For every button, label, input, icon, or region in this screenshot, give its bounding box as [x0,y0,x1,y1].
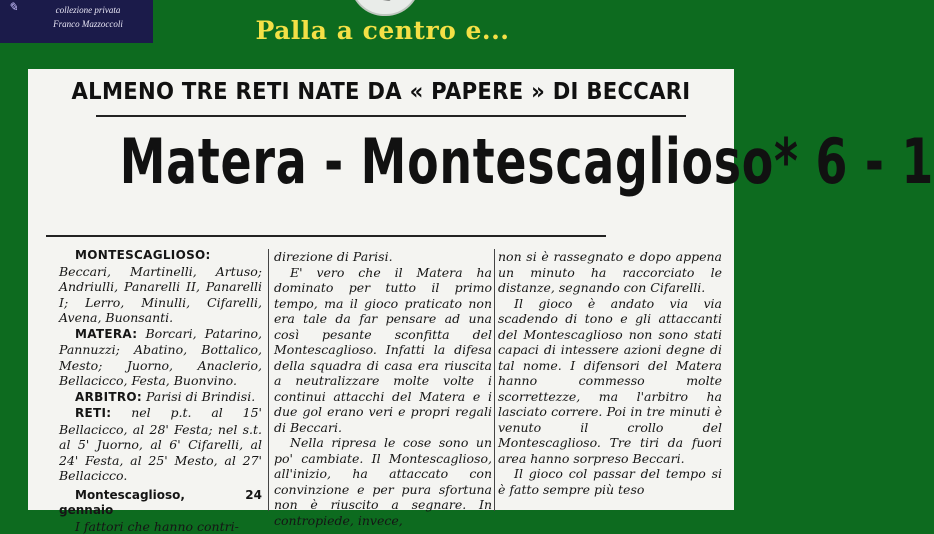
lineup-matera: MATERA: Borcari, Patarino, Pannuzzi; Abatino, Bottalico, Mesto; Juorno, Anaclerio, Bellacicco, Festa, Buonvino. [59,326,262,389]
football-icon [350,0,420,16]
referee: ARBITRO: Parisi di Brindisi. [59,389,262,406]
article-headline: Matera - Montescaglioso* 6 - 1 [120,125,642,198]
article-column-2 [274,249,492,519]
divider-rule [96,115,686,117]
logo-line-collection: collezione privata [28,5,148,16]
divider-rule [46,235,606,237]
dateline: Montescaglioso, 24 gennaio [59,488,262,519]
lineup-montescaglioso: MONTESCAGLIOSO: Beccari, Martinelli, Artuso; Andriulli, Panarelli II, Panarelli I; Lerro, Minulli, Cifarelli, Avena, Buonsanti. [59,247,262,326]
logo-line-owner: Franco Mazzoccoli [28,19,148,30]
article-subhead: ALMENO TRE RETI NATE DA « PAPERE » DI BECCARI [56,79,706,105]
article-paragraph: Il gioco col passar del tempo si è fatto sempre più teso [498,466,722,497]
logo-mark-icon: ✎ [6,2,20,18]
article-paragraph: E' vero che il Matera ha dominato per tutto il primo tempo, ma il gioco praticato non era tale da far pensare ad una così pesante sconfitta del Montescaglioso. Infatti la difesa della squadra di casa era riuscita a neutralizzare molte volte i continui attacchi del Matera e i due gol erano veri e propri regali di Beccari. [274,265,492,436]
article-paragraph: Nella ripresa le cose sono un po' cambiate. Il Montescaglioso, all'inizio, ha attaccato con convinzione e per pura sfortuna non è riuscito a segnare. In contropiede, invece, [274,435,492,528]
article-paragraph: I fattori che hanno contri- [59,519,262,534]
column-separator [268,249,269,511]
article-column-3 [498,249,722,519]
article-paragraph: direzione di Parisi. [274,249,492,265]
article-paragraph: Il gioco è andato via via scadendo di tono e gli attaccanti del Montescaglioso non sono stati capaci di intessere azioni degne di tal nome. I difensori del Matera hanno commesso molte scorrettezze, ma l'arbitro ha lasciato correre. Poi in tre minuti è venuto il crollo del Montescaglioso. Tre tiri da fuori area hanno sorpreso Beccari. [498,296,722,467]
page-title: Palla a centro e... [0,16,765,45]
goals: RETI: nel p.t. al 15' Bellacicco, al 28' Festa; nel s.t. al 5' Juorno, al 6' Cifarelli, al 24' Festa, al 25' Mesto, al 27' Bellacicco. [59,405,262,484]
newspaper-clipping [28,69,734,510]
article-paragraph: non si è rassegnato e dopo appena un minuto ha raccorciato le distanze, segnando con Cifarelli. [498,249,722,296]
column-separator [494,249,495,511]
article-column-1 [59,247,262,517]
